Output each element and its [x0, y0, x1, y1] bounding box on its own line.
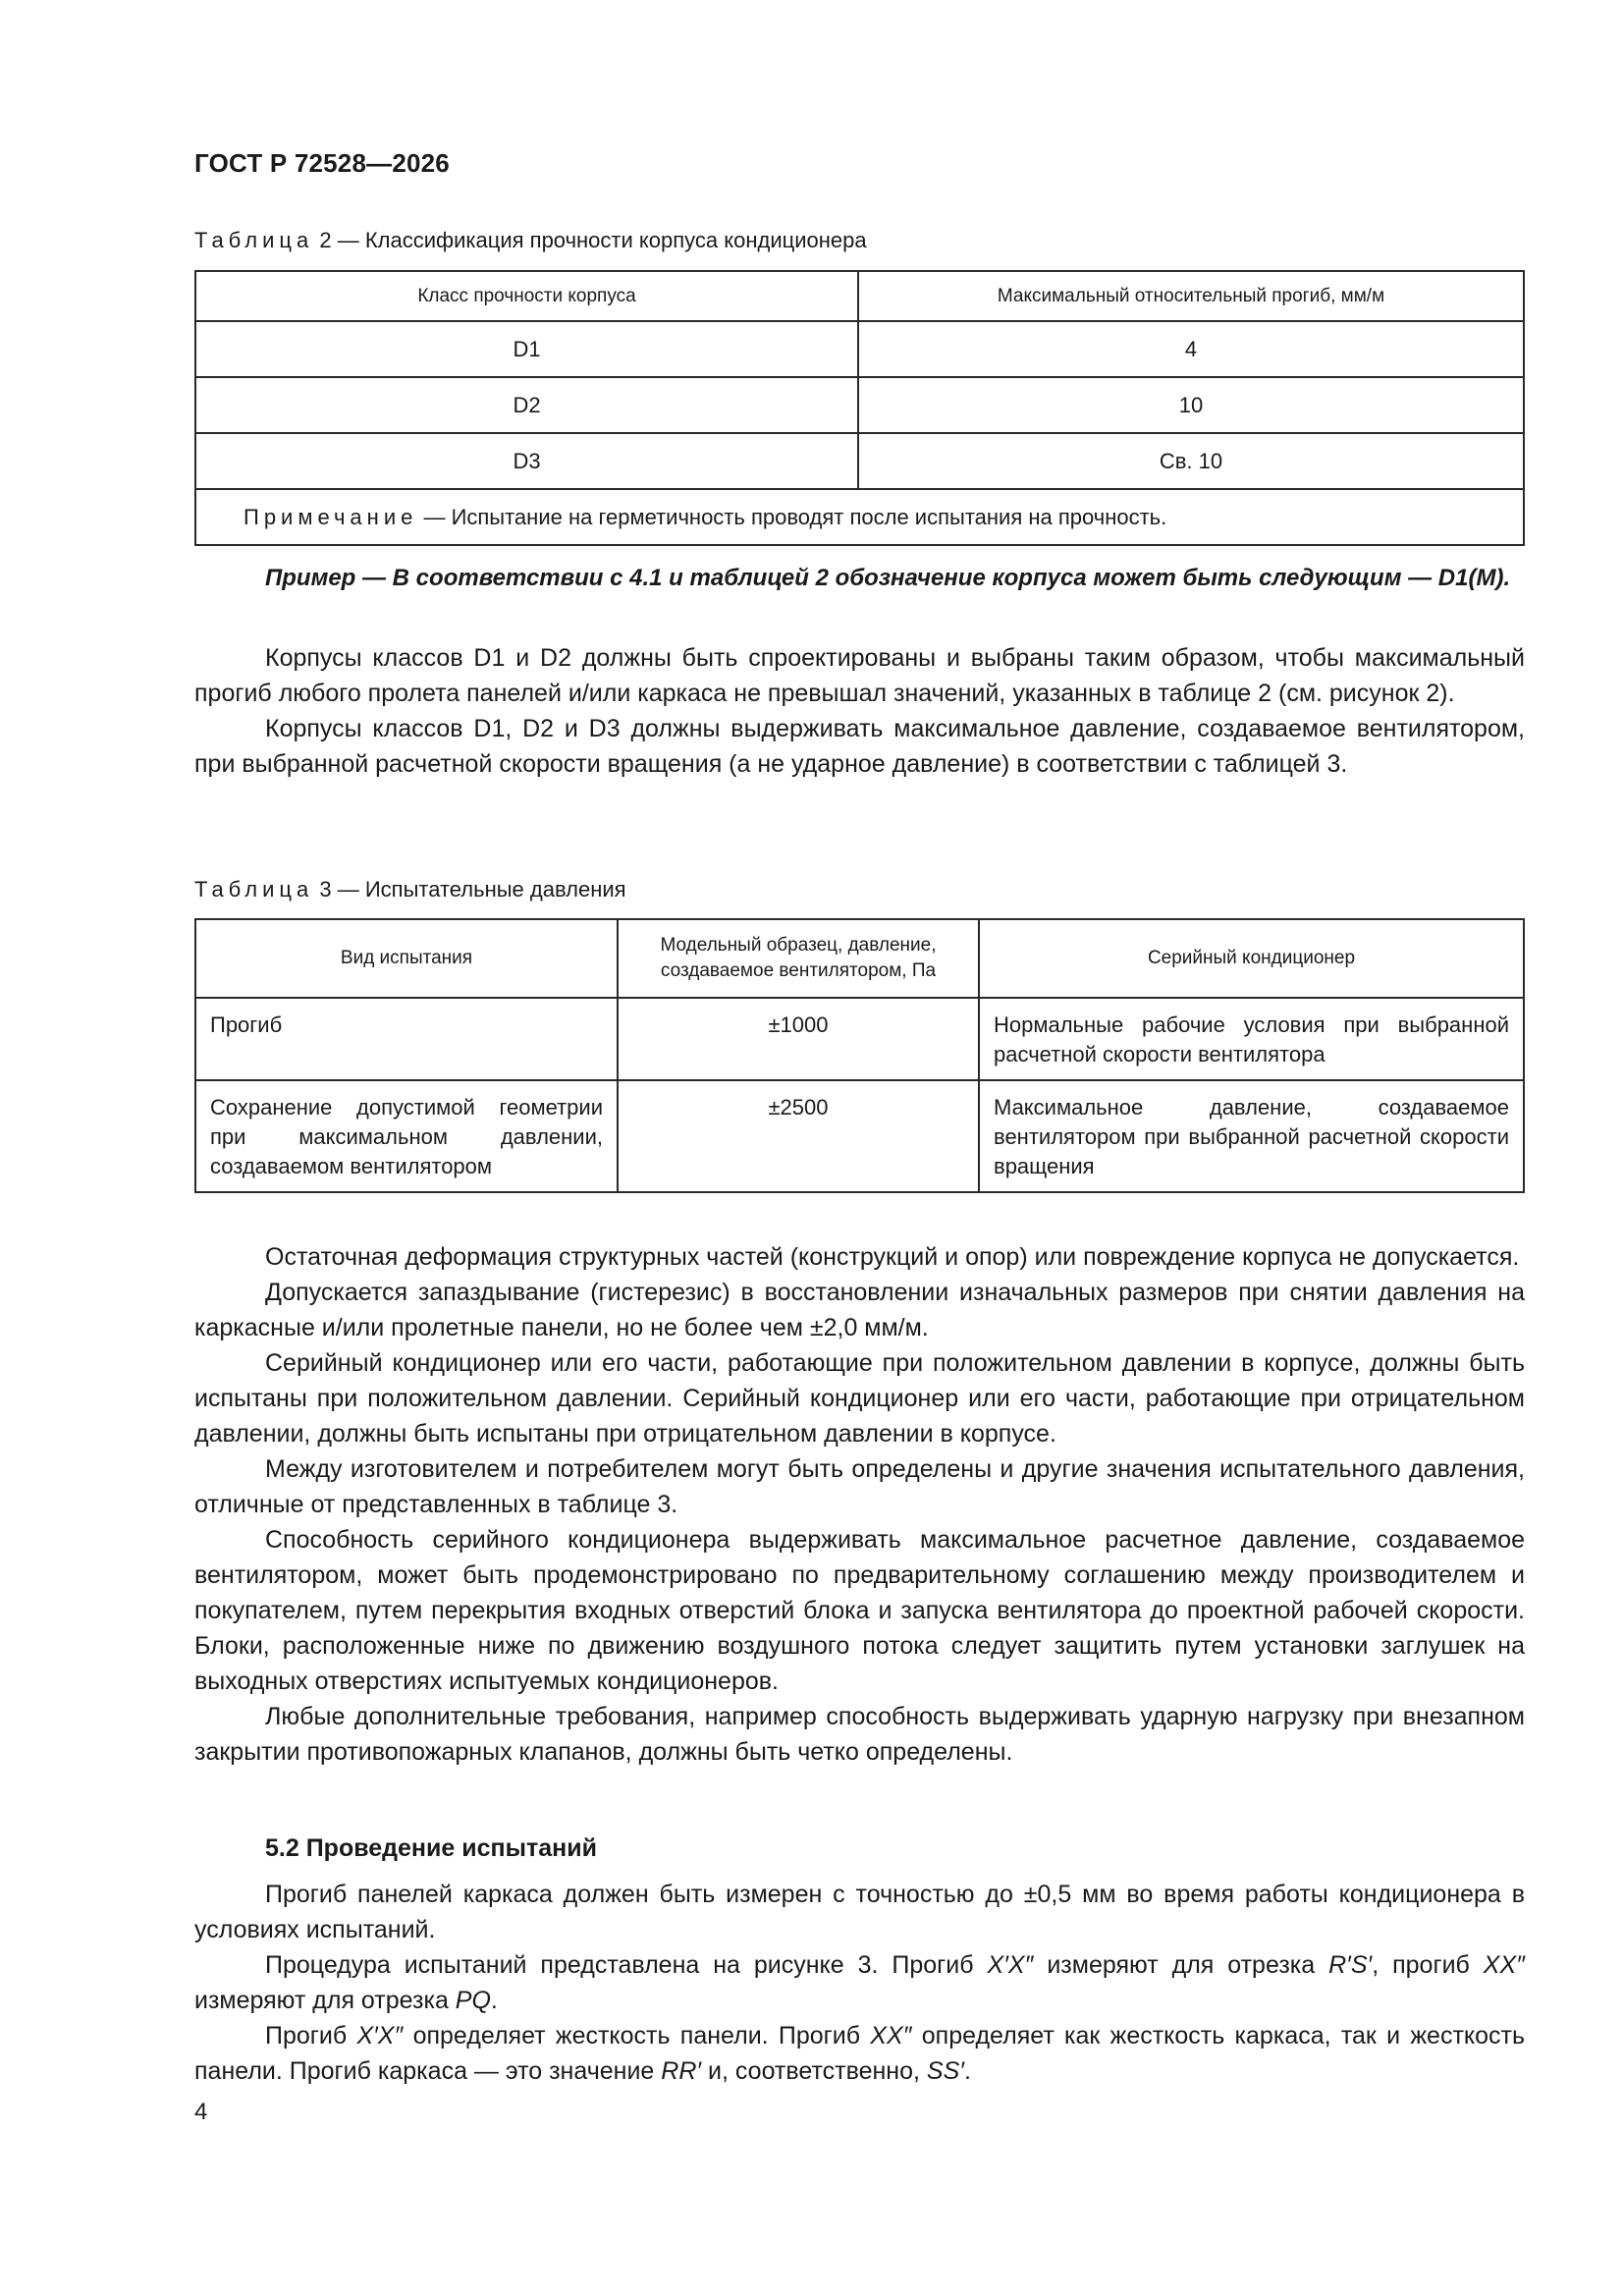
section-heading: 5.2 Проведение испытаний [265, 1834, 597, 1862]
text-run: измеряют для отрезка [194, 1987, 456, 2014]
paragraph: Корпусы классов D1 и D2 должны быть спроектированы и выбраны таким образом, чтобы максимальный прогиб любого пролета панелей и/или каркаса не превышал значений, указанных в таблице 2 (см. рисунок 2). [194, 644, 1525, 707]
table3-cell-test: Сохранение допустимой геометрии при максимальном давлении, создаваемом вентилятором [195, 1080, 618, 1192]
paragraph: Прогиб панелей каркаса должен быть измерен с точностью до ±0,5 мм во время работы кондиционера в условиях испытаний. [194, 1881, 1525, 1943]
paragraph [194, 2018, 1525, 2089]
page-number: 4 [194, 2099, 208, 2125]
table3-cell-test: Прогиб [195, 998, 618, 1080]
table2-cell-value: 4 [858, 321, 1524, 377]
paragraphs-block-3 [194, 1877, 1525, 2089]
table3-col-model-pressure: Модельный образец, давление, создаваемое вентилятором, Па [618, 919, 979, 998]
paragraph: Между изготовителем и потребителем могут быть определены и другие значения испытательного давления, отличные от представленных в таблице 3. [194, 1455, 1525, 1518]
table3-col-serial: Серийный кондиционер [979, 919, 1524, 998]
text-run: . [490, 1987, 498, 2014]
table3-cell-serial: Нормальные рабочие условия при выбранной расчетной скорости вентилятора [979, 998, 1524, 1080]
note-text: — Испытание на герметичность проводят после испытания на прочность. [417, 504, 1167, 529]
paragraphs-block-2 [194, 1239, 1525, 1770]
text-run: определяет как жесткость каркаса, так и жесткость панели. Прогиб каркаса — это значение [194, 2022, 1525, 2085]
paragraph: Допускается запаздывание (гистерезис) в восстановлении изначальных размеров при снятии давления на каркасные и/или пролетные панели, но не более чем ±2,0 мм/м. [194, 1279, 1525, 1341]
math-run: SS′ [926, 2057, 964, 2085]
table-row [195, 321, 1524, 377]
table-row [195, 377, 1524, 433]
paragraphs-block-1 [194, 640, 1525, 782]
table2-header-row [195, 271, 1524, 321]
section-heading-block [194, 1831, 1525, 1866]
table-row [195, 433, 1524, 489]
table3-cell-pressure: ±2500 [618, 1080, 979, 1192]
math-run: XX″ [1483, 1951, 1525, 1979]
example-block [194, 562, 1525, 595]
table2-col-deflection: Максимальный относительный прогиб, мм/м [858, 271, 1524, 321]
table2-col-class: Класс прочности корпуса [195, 271, 858, 321]
table2-caption [194, 228, 867, 253]
table3-caption-prefix: Таблица [194, 877, 314, 902]
text-run: измеряют для отрезка [1033, 1951, 1329, 1979]
text-run: , прогиб [1372, 1951, 1484, 1979]
table3-caption [194, 877, 626, 902]
paragraph: Корпусы классов D1, D2 и D3 должны выдерживать максимальное давление, создаваемое вентилятором, при выбранной расчетной скорости вращения (а не ударное давление) в соответствии с таблицей 3. [194, 715, 1525, 778]
table3-col-test-type: Вид испытания [195, 919, 618, 998]
table-row [195, 1080, 1524, 1192]
table3-header-row [195, 919, 1524, 998]
paragraph: Любые дополнительные требования, например способность выдерживать ударную нагрузку при внезапном закрытии противопожарных клапанов, должны быть четко определены. [194, 1703, 1525, 1766]
table-row [195, 998, 1524, 1080]
math-run: RR′ [661, 2057, 702, 2085]
paragraph: Остаточная деформация структурных частей (конструкций и опор) или повреждение корпуса не допускается. [265, 1243, 1520, 1271]
table3-cell-serial: Максимальное давление, создаваемое вентилятором при выбранной расчетной скорости вращения [979, 1080, 1524, 1192]
table2-caption-prefix: Таблица [194, 228, 314, 252]
math-run: XX″ [870, 2022, 912, 2050]
table3 [194, 918, 1525, 1193]
math-run: PQ [455, 1987, 491, 2014]
table2-cell-class: D1 [195, 321, 858, 377]
table2-note-row [195, 489, 1524, 545]
text-run: определяет жесткость панели. Прогиб [403, 2022, 871, 2050]
table3-cell-pressure: ±1000 [618, 998, 979, 1080]
paragraph: Серийный кондиционер или его части, работающие при положительном давлении в корпусе, должны быть испытаны при положительном давлении. Серийный кондиционер или его части, работающие при отрицательном давлении, должны быть испытаны при отрицательном давлении в корпусе. [194, 1349, 1525, 1448]
table3-caption-text: 3 — Испытательные давления [313, 877, 626, 902]
paragraph [194, 1947, 1525, 2018]
table2 [194, 270, 1525, 546]
math-run: X′X″ [356, 2022, 404, 2050]
paragraph: Способность серийного кондиционера выдерживать максимальное расчетное давление, создаваемое вентилятором, может быть продемонстрировано по предварительному соглашению между производителем и покупателем, путем перекрытия входных отверстий блока и запуска вентилятора до проектной рабочей скорости. Блоки, расположенные ниже по движению воздушного потока следует защитить путем установки заглушек на выходных отверстиях испытуемых кондиционеров. [194, 1526, 1525, 1695]
document-header: ГОСТ Р 72528—2026 [194, 148, 450, 178]
math-run: R′S′ [1328, 1951, 1373, 1979]
note-prefix: Примечание [243, 504, 418, 529]
table2-cell-class: D3 [195, 433, 858, 489]
table2-cell-class: D2 [195, 377, 858, 433]
text-run: Прогиб [265, 2022, 357, 2050]
table2-caption-text: 2 — Классификация прочности корпуса кондиционера [313, 228, 867, 252]
text-run: . [963, 2057, 971, 2085]
math-run: X′X″ [987, 1951, 1034, 1979]
table2-note [195, 489, 1524, 545]
table2-cell-value: 10 [858, 377, 1524, 433]
text-run: и, соответственно, [701, 2057, 927, 2085]
table2-cell-value: Св. 10 [858, 433, 1524, 489]
text-run: Процедура испытаний представлена на рисунке 3. Прогиб [265, 1951, 988, 1979]
example-text: Пример — В соответствии с 4.1 и таблицей 2 обозначение корпуса может быть следующим — D1(M). [265, 565, 1511, 591]
